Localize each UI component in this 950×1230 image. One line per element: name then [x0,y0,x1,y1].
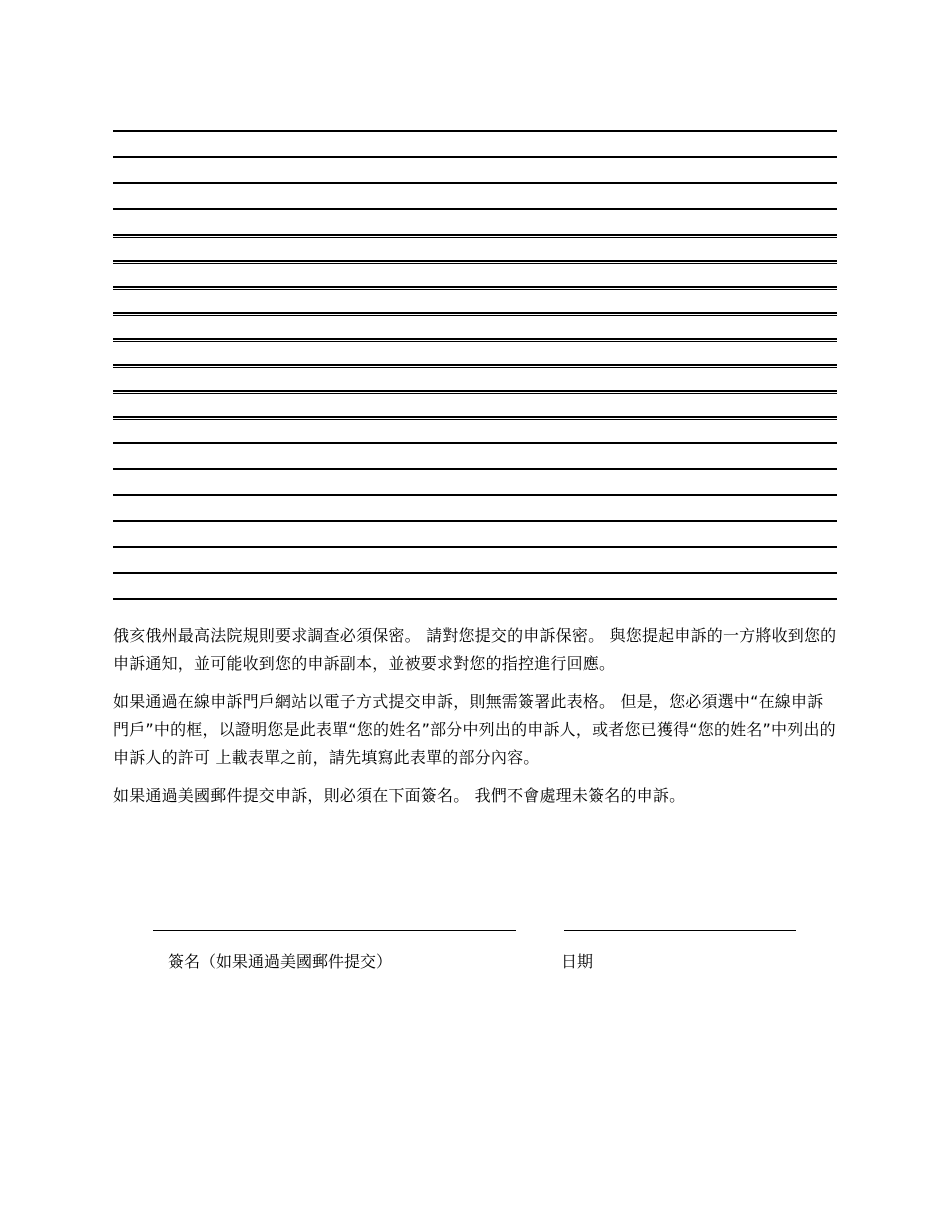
writing-line [113,208,837,234]
writing-line [113,572,837,598]
writing-line [113,468,837,494]
complaint-writing-lines [113,130,837,600]
writing-line [113,286,837,312]
writing-line [113,312,837,338]
writing-line [113,260,837,286]
signature-label: 簽名（如果通過美國郵件提交） [168,952,393,971]
writing-line [113,390,837,416]
writing-line [113,234,837,260]
mail-submission-paragraph: 如果通過美國郵件提交申訴，則必須在下面簽名。 我們不會處理未簽名的申訴。 [113,786,686,805]
writing-line [113,598,837,600]
writing-line [113,416,837,442]
writing-line [113,442,837,468]
writing-line [113,546,837,572]
writing-line [113,156,837,182]
signature-line[interactable] [153,930,516,931]
date-label: 日期 [561,952,594,971]
online-submission-paragraph: 如果通過在線申訴門戶網站以電子方式提交申訴，則無需簽署此表格。 但是，您必須選中“在線申訴門戶”中的框，以證明您是此表單“您的姓名”部分中列出的申訴人，或者您已獲得“您的姓名”中列出的申訴人的許可 上載表單之前，請先填寫此表單的部分內容。 [113,692,836,767]
writing-line [113,182,837,208]
confidentiality-paragraph: 俄亥俄州最高法院規則要求調查必須保密。 請對您提交的申訴保密。 與您提起申訴的一方將收到您的申訴通知，並可能收到您的申訴副本，並被要求對您的指控進行回應。 [113,626,837,673]
writing-line [113,364,837,390]
date-line[interactable] [564,930,796,931]
instructions-text [113,622,839,820]
writing-line [113,130,837,156]
writing-line [113,338,837,364]
writing-line [113,494,837,520]
writing-line [113,520,837,546]
